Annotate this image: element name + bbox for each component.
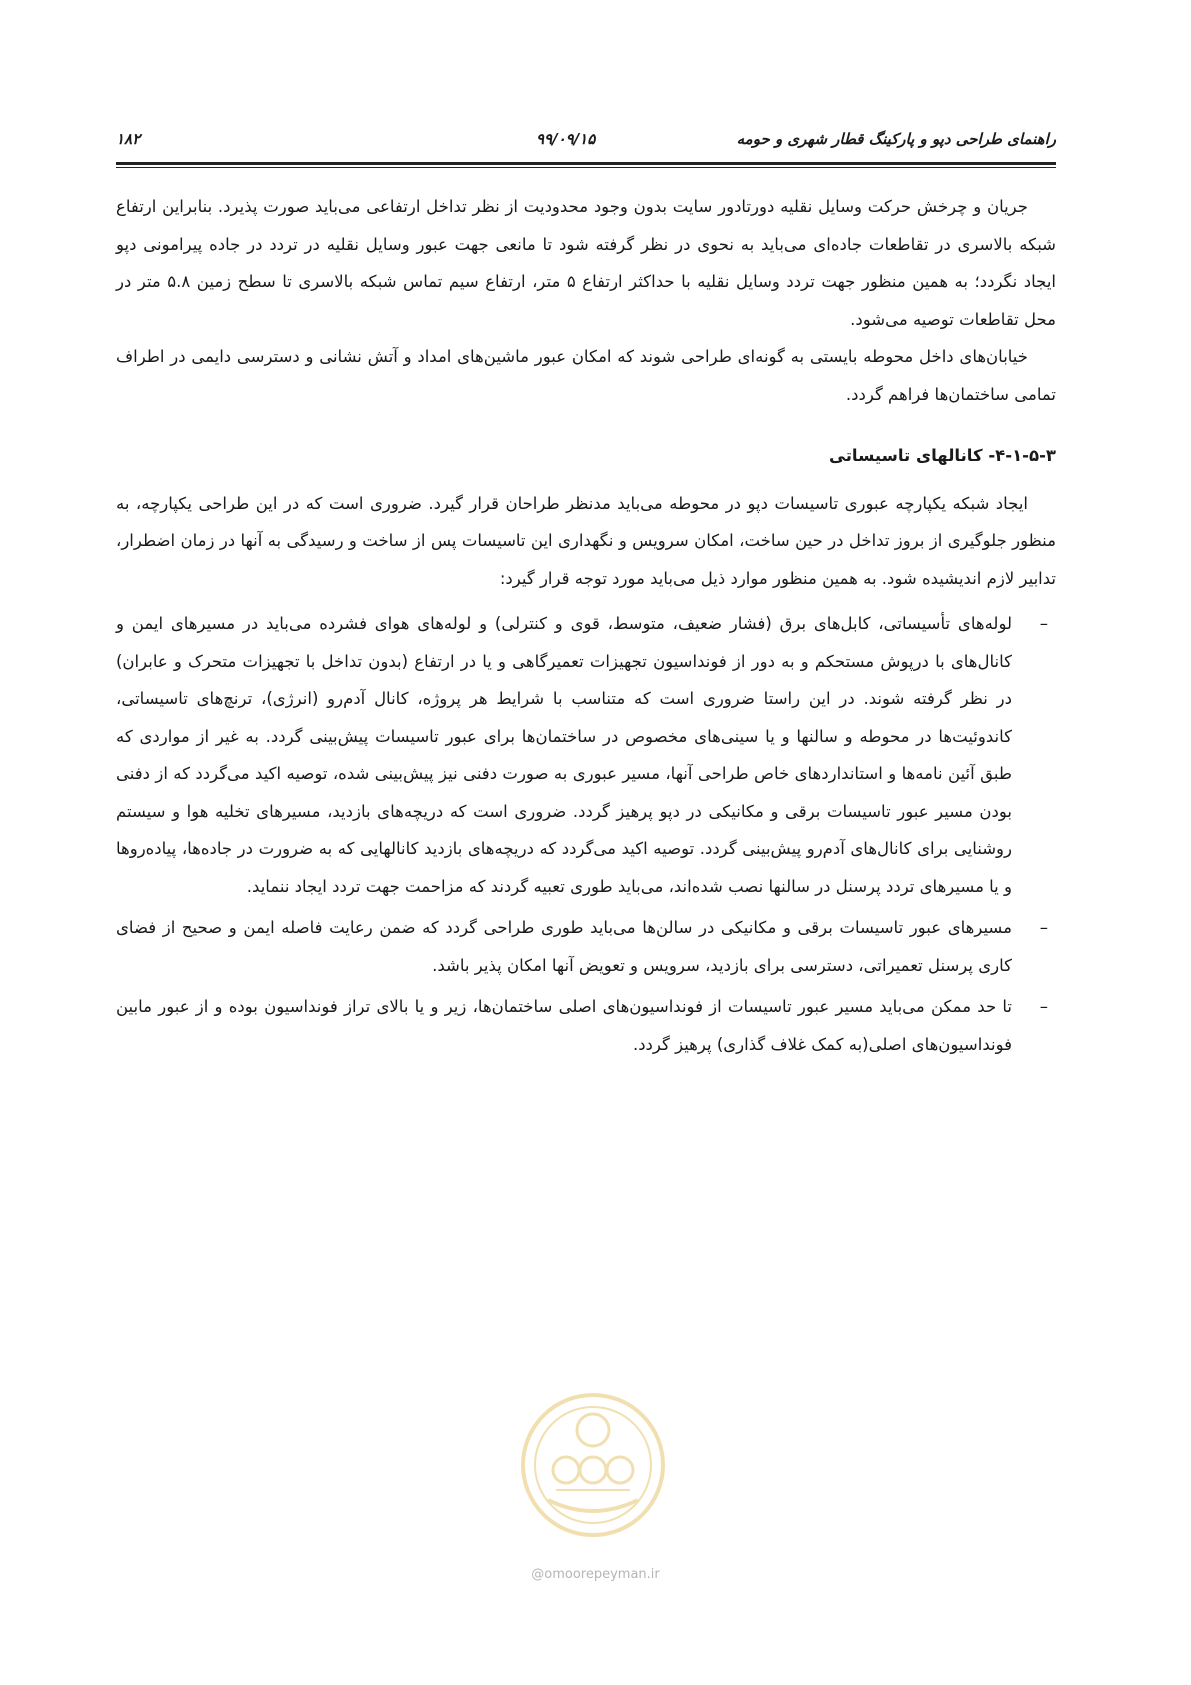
requirements-list <box>116 605 1056 1063</box>
document-body <box>116 188 1056 1067</box>
section-heading: ۴-۱-۵-۳- کانالهای تاسیساتی <box>829 446 1056 465</box>
list-item <box>116 909 1048 984</box>
paragraph-site-streets: خیابان‌های داخل محوطه بایستی به گونه‌ای طراحی شوند که امکان عبور ماشین‌های امداد و آتش نشانی و دسترسی دایمی در اطراف تمامی ساختمان‌ها فراهم گردد. <box>116 347 1056 404</box>
bullet-dash: – <box>1039 614 1048 633</box>
watermark-text: @omoorepeyman.ir <box>531 1567 660 1582</box>
header-rule-thin <box>116 167 1056 168</box>
header-rule-thick <box>116 162 1056 165</box>
bullet-dash: – <box>1039 918 1048 937</box>
paragraph-vehicle-circulation: جریان و چرخش حرکت وسایل نقلیه دورتادور سایت بدون وجود محدودیت از نظر تداخل ارتفاعی می‌باید صورت پذیرد. بنابراین ارتفاع شبکه بالاسری در تقاطعات جاده‌ای می‌باید به نحوی در نظر گرفته شود تا مانعی جهت عبور وسایل نقلیه در تردد در جاده پیرامونی دپو ایجاد نگردد؛ به همین منظور جهت تردد وسایل نقلیه با حداکثر ارتفاع ۵ متر، ارتفاع سیم تماس شبکه بالاسری تا سطح زمین ۵.۸ متر در محل تقاطعات توصیه می‌شود. <box>116 197 1056 329</box>
list-item-text: مسیرهای عبور تاسیسات برقی و مکانیکی در سالن‌ها می‌باید طوری طراحی گردد که ضمن رعایت فاصله ایمن و صحیح از فضای کاری پرسنل تعمیراتی، دسترسی برای بازدید، سرویس و تعویض آنها امکان پذیر باشد. <box>116 918 1012 975</box>
page-number: ۱۸۲ <box>116 130 141 148</box>
list-item-text: لوله‌های تأسیساتی، کابل‌های برق (فشار ضعیف، متوسط، قوی و کنترلی) و لوله‌های هوای فشرده می‌باید در مسیرهای ایمن و کانال‌های با درپوش مستحکم و به دور از فونداسیون تجهیزات تعمیرگاهی و یا در ارتفاع (بدون تداخل با تجهیزات متحرک و عابران) در نظر گرفته شوند. در این راستا ضروری است که متناسب با شرایط هر پروژه، کانال آدم‌رو (انرژی)، ترنچ‌های تاسیساتی، کاندوئیت‌ها در محوطه و سالنها و یا سینی‌های مخصوص در ساختمان‌ها برای عبور تاسیسات پیش‌بینی گردد. به غیر از مواردی که طبق آئین نامه‌ها و استانداردهای خاص طراحی آنها، مسیر عبوری به صورت دفنی نیز پیش‌بینی شده، توصیه اکید می‌گردد که از دفنی بودن مسیر عبور تاسیسات برقی و مکانیکی در دپو پرهیز گردد. ضروری است که دریچه‌های بازدید، مسیرهای تخلیه هوا و سیستم روشنایی برای کانال‌های آدم‌رو پیش‌بینی گردد. توصیه اکید می‌گردد که دریچه‌های بازدید کانالهایی که به ضرورت در جاده‌ها، پیاده‌روها و یا مسیرهای تردد پرسنل در سالنها نصب شده‌اند، می‌باید طوری تعبیه گردند که مزاحمت جهت تردد ایجاد ننماید. <box>116 614 1012 896</box>
section-intro: ایجاد شبکه یکپارچه عبوری تاسیسات دپو در محوطه می‌باید مدنظر طراحان قرار گیرد. ضروری است که در این طراحی یکپارچه، به منظور جلوگیری از بروز تداخل در حین ساخت، امکان سرویس و نگهداری این تاسیسات پس از ساخت و رسیدگی به آنها در زمان اضطرار، تدابیر لازم اندیشیده شود. به همین منظور موارد ذیل می‌باید مورد توجه قرار گیرد: <box>116 493 1056 588</box>
list-item <box>116 605 1048 905</box>
bullet-dash: – <box>1039 997 1048 1016</box>
header-title: راهنمای طراحی دپو و پارکینگ قطار شهری و حومه <box>736 130 1056 148</box>
page-header <box>116 130 1056 160</box>
header-date: ۹۹/۰۹/۱۵ <box>536 130 596 148</box>
list-item-text: تا حد ممکن می‌باید مسیر عبور تاسیسات از فونداسیون‌های اصلی ساختمان‌ها، زیر و یا بالای تراز فونداسیون بوده و از عبور مابین فونداسیون‌های اصلی(به کمک غلاف گذاری) پرهیز گردد. <box>116 997 1012 1054</box>
watermark-seal-icon <box>518 1390 668 1540</box>
list-item <box>116 988 1048 1063</box>
